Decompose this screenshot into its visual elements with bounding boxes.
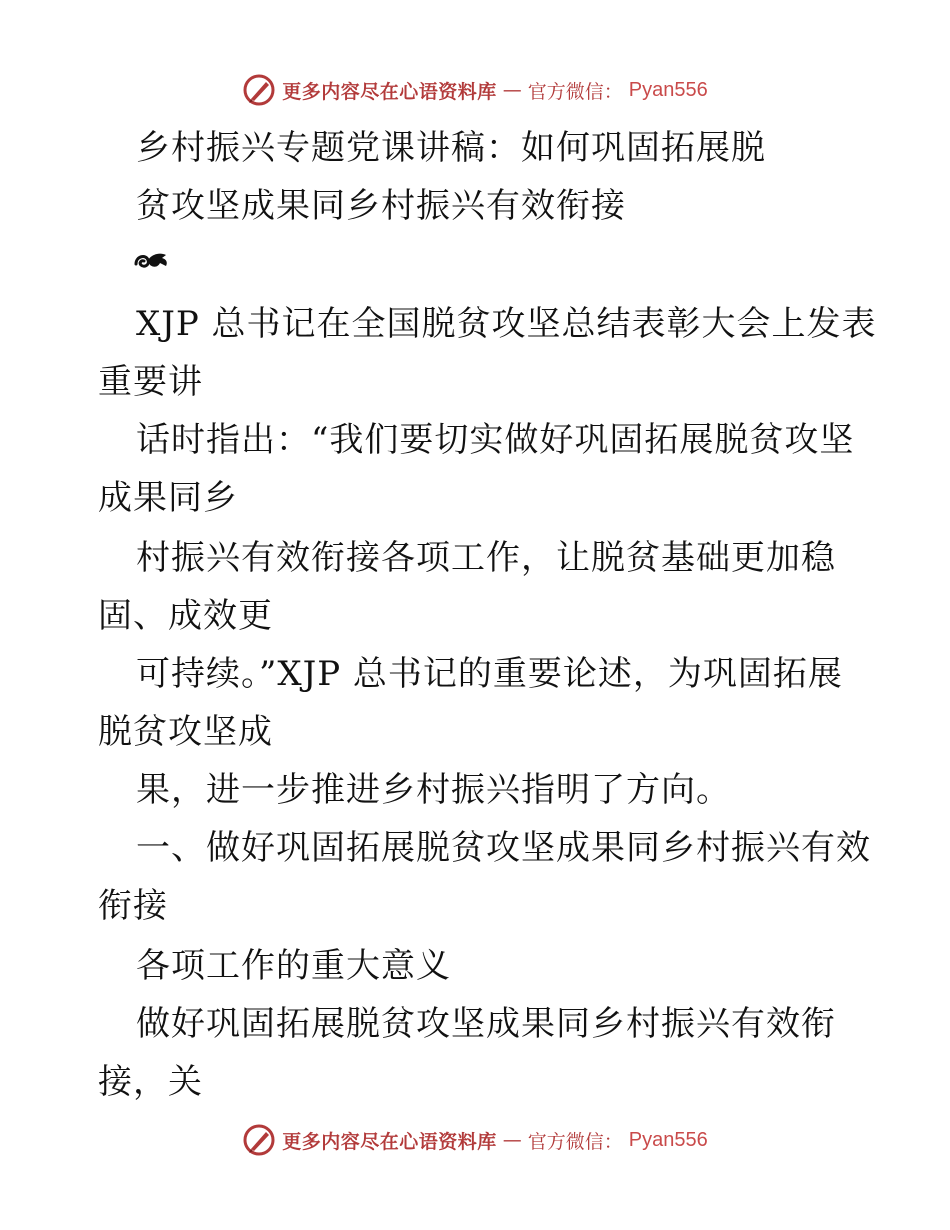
paragraph-line: 话时指出：“我们要切实做好巩固拓展脱贫攻坚 (136, 420, 855, 460)
watermark-wechat-label: 官方微信： (527, 80, 623, 103)
paragraph-line: XJP 总书记在全国脱贫攻坚总结表彰大会上发表 (136, 304, 877, 344)
watermark-dash: — (502, 1129, 522, 1151)
fleuron-ornament-icon (132, 246, 172, 276)
pen-logo-icon (242, 73, 276, 107)
paragraph-line: 果，进一步推进乡村振兴指明了方向。 (136, 770, 731, 810)
watermark-dash: — (502, 79, 522, 101)
header-watermark (0, 70, 950, 110)
watermark-text: 更多内容尽在心语资料库 (282, 1130, 497, 1153)
paragraph-line: 成果同乡 (98, 478, 238, 518)
paragraph-line: 村振兴有效衔接各项工作，让脱贫基础更加稳 (136, 538, 836, 578)
paragraph-line: 做好巩固拓展脱贫攻坚成果同乡村振兴有效衔 (136, 1004, 836, 1044)
section-heading-line: 一、做好巩固拓展脱贫攻坚成果同乡村振兴有效 (136, 828, 871, 868)
paragraph-line: 接，关 (98, 1062, 203, 1102)
title-line-2: 贫攻坚成果同乡村振兴有效衔接 (136, 186, 626, 226)
pen-logo-icon (242, 1123, 276, 1157)
paragraph-line: 重要讲 (98, 362, 203, 402)
paragraph-line: 可持续。”XJP 总书记的重要论述，为巩固拓展 (136, 654, 843, 694)
section-heading-line: 各项工作的重大意义 (136, 946, 451, 986)
title-line-1: 乡村振兴专题党课讲稿：如何巩固拓展脱 (136, 128, 766, 168)
paragraph-line: 脱贫攻坚成 (98, 712, 273, 752)
section-heading-line: 衔接 (98, 886, 168, 926)
footer-watermark (0, 1120, 950, 1160)
watermark-wechat-id: Pyan556 (628, 78, 708, 101)
watermark-text: 更多内容尽在心语资料库 (282, 80, 497, 103)
paragraph-line: 固、成效更 (98, 596, 273, 636)
watermark-wechat-label: 官方微信： (527, 1130, 623, 1153)
watermark-wechat-id: Pyan556 (628, 1128, 708, 1151)
